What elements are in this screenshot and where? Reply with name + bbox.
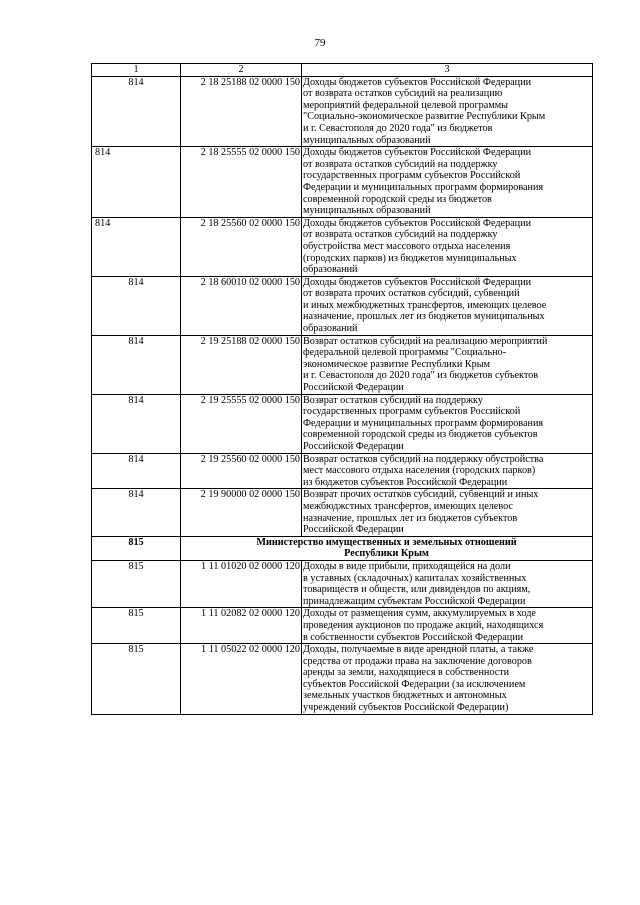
section-title: Министерство имущественных и земельных отношений Республики Крым [181, 536, 593, 560]
revenue-code-cell: 2 19 25560 02 0000 150 [181, 453, 302, 489]
revenue-code-cell: 2 18 25188 02 0000 150 [181, 76, 302, 147]
description-cell: Доходы бюджетов субъектов Российской Федерации от возврата прочих остатков субсидий, субвенций и иных межбюджетных трансфертов, имеющих целевое назначение, прошлых лет из бюджетов муниципальных образований [302, 276, 593, 335]
table-row [92, 644, 593, 715]
revenue-code-cell: 2 19 25555 02 0000 150 [181, 394, 302, 453]
admin-code-cell: 815 [92, 644, 181, 715]
table-header-row [92, 64, 593, 77]
header-col-1: 1 [92, 64, 181, 77]
admin-code-cell: 814 [92, 217, 181, 276]
table-row [92, 335, 593, 394]
admin-code-cell: 814 [92, 453, 181, 489]
admin-code-cell: 814 [92, 147, 181, 218]
table-row [92, 76, 593, 147]
header-col-3: 3 [302, 64, 593, 77]
revenue-code-cell: 2 19 90000 02 0000 150 [181, 489, 302, 536]
section-header-row [92, 536, 593, 560]
revenue-code-cell: 1 11 05022 02 0000 120 [181, 644, 302, 715]
admin-code-cell: 814 [92, 394, 181, 453]
admin-code-cell: 814 [92, 276, 181, 335]
admin-code-cell: 815 [92, 608, 181, 644]
table-row [92, 394, 593, 453]
budget-revenue-table [91, 63, 593, 715]
table-row [92, 489, 593, 536]
description-cell: Возврат остатков субсидий на реализацию мероприятий федеральной целевой программы "Социально- экономическое развитие Республики Крым и г. Севастополя до 2020 года" из бюджетов субъектов Российской Федерации [302, 335, 593, 394]
table-row [92, 276, 593, 335]
revenue-code-cell: 2 19 25188 02 0000 150 [181, 335, 302, 394]
table-row [92, 608, 593, 644]
description-cell: Доходы бюджетов субъектов Российской Федерации от возврата остатков субсидий на поддержку обустройства мест массового отдыха населения (городских парков) из бюджетов муниципальных образований [302, 217, 593, 276]
description-cell: Возврат прочих остатков субсидий, субвенций и иных межбюджстных трансфертов, имеющих целевос назначение, прошлых лет из бюджетов субъектов Российской Федерации [302, 489, 593, 536]
section-code-cell: 815 [92, 536, 181, 560]
table-row [92, 453, 593, 489]
table-row [92, 147, 593, 218]
revenue-code-cell: 1 11 02082 02 0000 120 [181, 608, 302, 644]
description-cell: Возврат остатков субсидий на поддержку государственных программ субъектов Российской Федерации и муниципальных программ формирования современной городской среды из бюджетов субъектов Российской Федерации [302, 394, 593, 453]
table-row [92, 217, 593, 276]
admin-code-cell: 814 [92, 335, 181, 394]
revenue-code-cell: 2 18 25555 02 0000 150 [181, 147, 302, 218]
description-cell: Доходы в виде прибыли, приходящейся на доли в уставных (складочных) капиталах хозяйственных товариществ и обществ, или дивидендов по акциям, принадлежащим субъектам Российской Федерации [302, 560, 593, 607]
revenue-code-cell: 1 11 01020 02 0000 120 [181, 560, 302, 607]
revenue-code-cell: 2 18 60010 02 0000 150 [181, 276, 302, 335]
admin-code-cell: 814 [92, 489, 181, 536]
revenue-code-cell: 2 18 25560 02 0000 150 [181, 217, 302, 276]
description-cell: Доходы от размещения сумм, аккумулируемых в ходе проведения аукционов по продаже акций, находящихся в собственности субъектов Российской Федерации [302, 608, 593, 644]
table-row [92, 560, 593, 607]
description-cell: Доходы бюджетов субъектов Российской Федерации от возврата остатков субсидий на поддержку государственных программ субъектов Российской Федерации и муниципальных программ формирования современной городской среды из бюджетов муниципальных образований [302, 147, 593, 218]
admin-code-cell: 814 [92, 76, 181, 147]
description-cell: Доходы, получаемые в виде арендной платы, а также средства от продажи права на заключение договоров аренды за земли, находящиеся в собственности субъектов Российской Федерации (за исключением земельных участков бюджетных и автономных учреждений субъектов Российской Федерации) [302, 644, 593, 715]
admin-code-cell: 815 [92, 560, 181, 607]
page-number: 79 [314, 37, 326, 49]
description-cell: Возврат остатков субсидий на поддержку обустройства мест массового отдыха населения (городских парков) из бюджетов субъектов Российской Федерации [302, 453, 593, 489]
description-cell: Доходы бюджетов субъектов Российской Федерации от возврата остатков субсидий на реализацию мероприятий федеральной целевой программы "Социально-экономическое развитие Республики Крым и г. Севастополя до 2020 года" из бюджетов муниципальных образований [302, 76, 593, 147]
header-col-2: 2 [181, 64, 302, 77]
